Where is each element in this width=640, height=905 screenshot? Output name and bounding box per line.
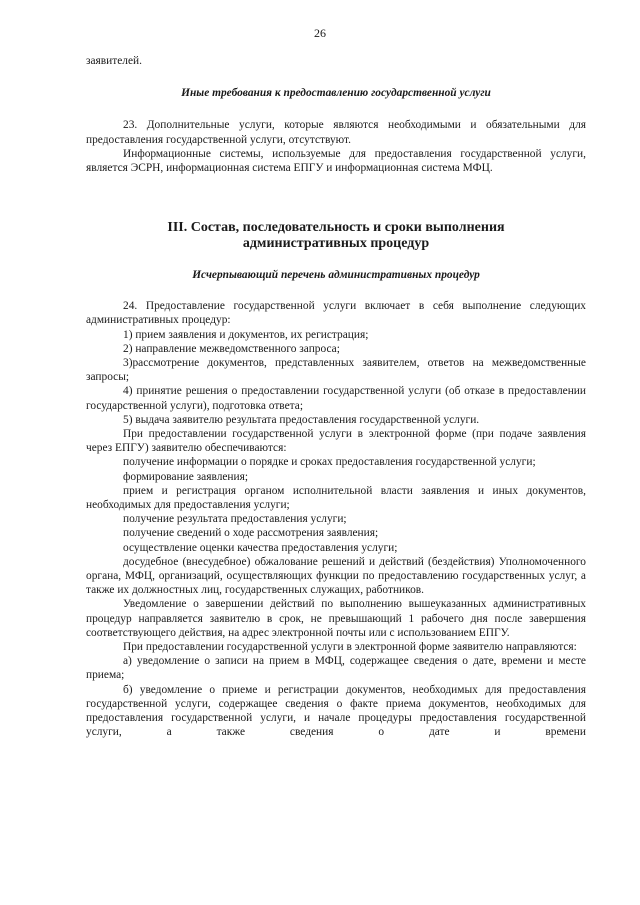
paragraph-electronic-form: При предоставлении государственной услуги в электронной форме (при подаче заявления через ЕПГУ) заявителю обеспечиваются: bbox=[86, 428, 586, 455]
list-item-1: 1) прием заявления и документов, их регистрация; bbox=[123, 328, 369, 341]
heading-other-requirements: Иные требования к предоставлению государственной услуги bbox=[181, 87, 491, 100]
page-number: 26 bbox=[314, 26, 326, 40]
list-item-status: получение сведений о ходе рассмотрения заявления; bbox=[123, 527, 379, 540]
list-item-4: 4) принятие решения о предоставлении государственной услуги (об отказе в предоставлении государственной услуги), подготовка ответа; bbox=[86, 385, 586, 412]
block-other-requirements bbox=[86, 54, 586, 175]
list-item-2: 2) направление межведомственного запроса; bbox=[123, 342, 340, 355]
paragraph-24: 24. Предоставление государственной услуги включает в себя выполнение следующих административных процедур: bbox=[86, 300, 586, 327]
continuation-text: заявителей. bbox=[86, 55, 142, 67]
paragraph-information-systems: Информационные системы, используемые для предоставления государственной услуги, является ЭСРН, информационная система ЕПГУ и информационная система МФЦ. bbox=[86, 147, 586, 175]
subheading-procedures-list: Исчерпывающий перечень административных процедур bbox=[192, 269, 480, 281]
list-item-info: получение информации о порядке и сроках предоставления государственной услуги; bbox=[123, 456, 536, 469]
paragraph-23: 23. Дополнительные услуги, которые являются необходимыми и обязательными для предоставления государственной услуги, отсутствуют. bbox=[86, 119, 586, 146]
list-item-b: б) уведомление о приеме и регистрации документов, необходимых для предоставления государственной услуги, содержащее сведения о факте приема документов, необходимых для предоставления государственной услуги, и начале процедуры предоставления государственной услуги, а также сведения о дате и времени bbox=[86, 683, 586, 739]
list-item-a: а) уведомление о записи на прием в МФЦ, содержащее сведения о дате, времени и месте приема; bbox=[86, 655, 586, 682]
paragraph-sent-to-applicant: При предоставлении государственной услуги в электронной форме заявителю направляются: bbox=[123, 641, 577, 654]
section-title bbox=[86, 220, 586, 252]
paragraph-notification: Уведомление о завершении действий по выполнению вышеуказанных административных процедур направляется заявителю в срок, не превышающий 1 рабочего дня после завершения соответствующего действия, на адрес электронной почты или с использованием ЕПГУ. bbox=[86, 598, 586, 639]
section-title-line1: III. Состав, последовательность и сроки выполнения bbox=[167, 220, 505, 235]
list-item-reception: прием и регистрация органом исполнительной власти заявления и иных документов, необходимых для предоставления услуги; bbox=[86, 484, 586, 512]
list-item-result: получение результата предоставления услуги; bbox=[123, 513, 347, 526]
section-3 bbox=[86, 220, 586, 740]
list-item-form: формирование заявления; bbox=[123, 470, 249, 483]
list-item-5: 5) выдача заявителю результата предоставления государственной услуги. bbox=[123, 413, 480, 426]
list-item-appeal: досудебное (внесудебное) обжалование решений и действий (бездействия) Уполномоченного органа, МФЦ, организаций, осуществляющих функции по предоставлению государственных услуг, а также их должностных лиц, государственных служащих, работников. bbox=[86, 555, 586, 597]
list-item-quality: осуществление оценки качества предоставления услуги; bbox=[123, 541, 398, 554]
section-title-line2: административных процедур bbox=[242, 236, 430, 251]
list-item-3: 3)рассмотрение документов, представленных заявителем, ответов на межведомственные запросы; bbox=[86, 357, 586, 384]
